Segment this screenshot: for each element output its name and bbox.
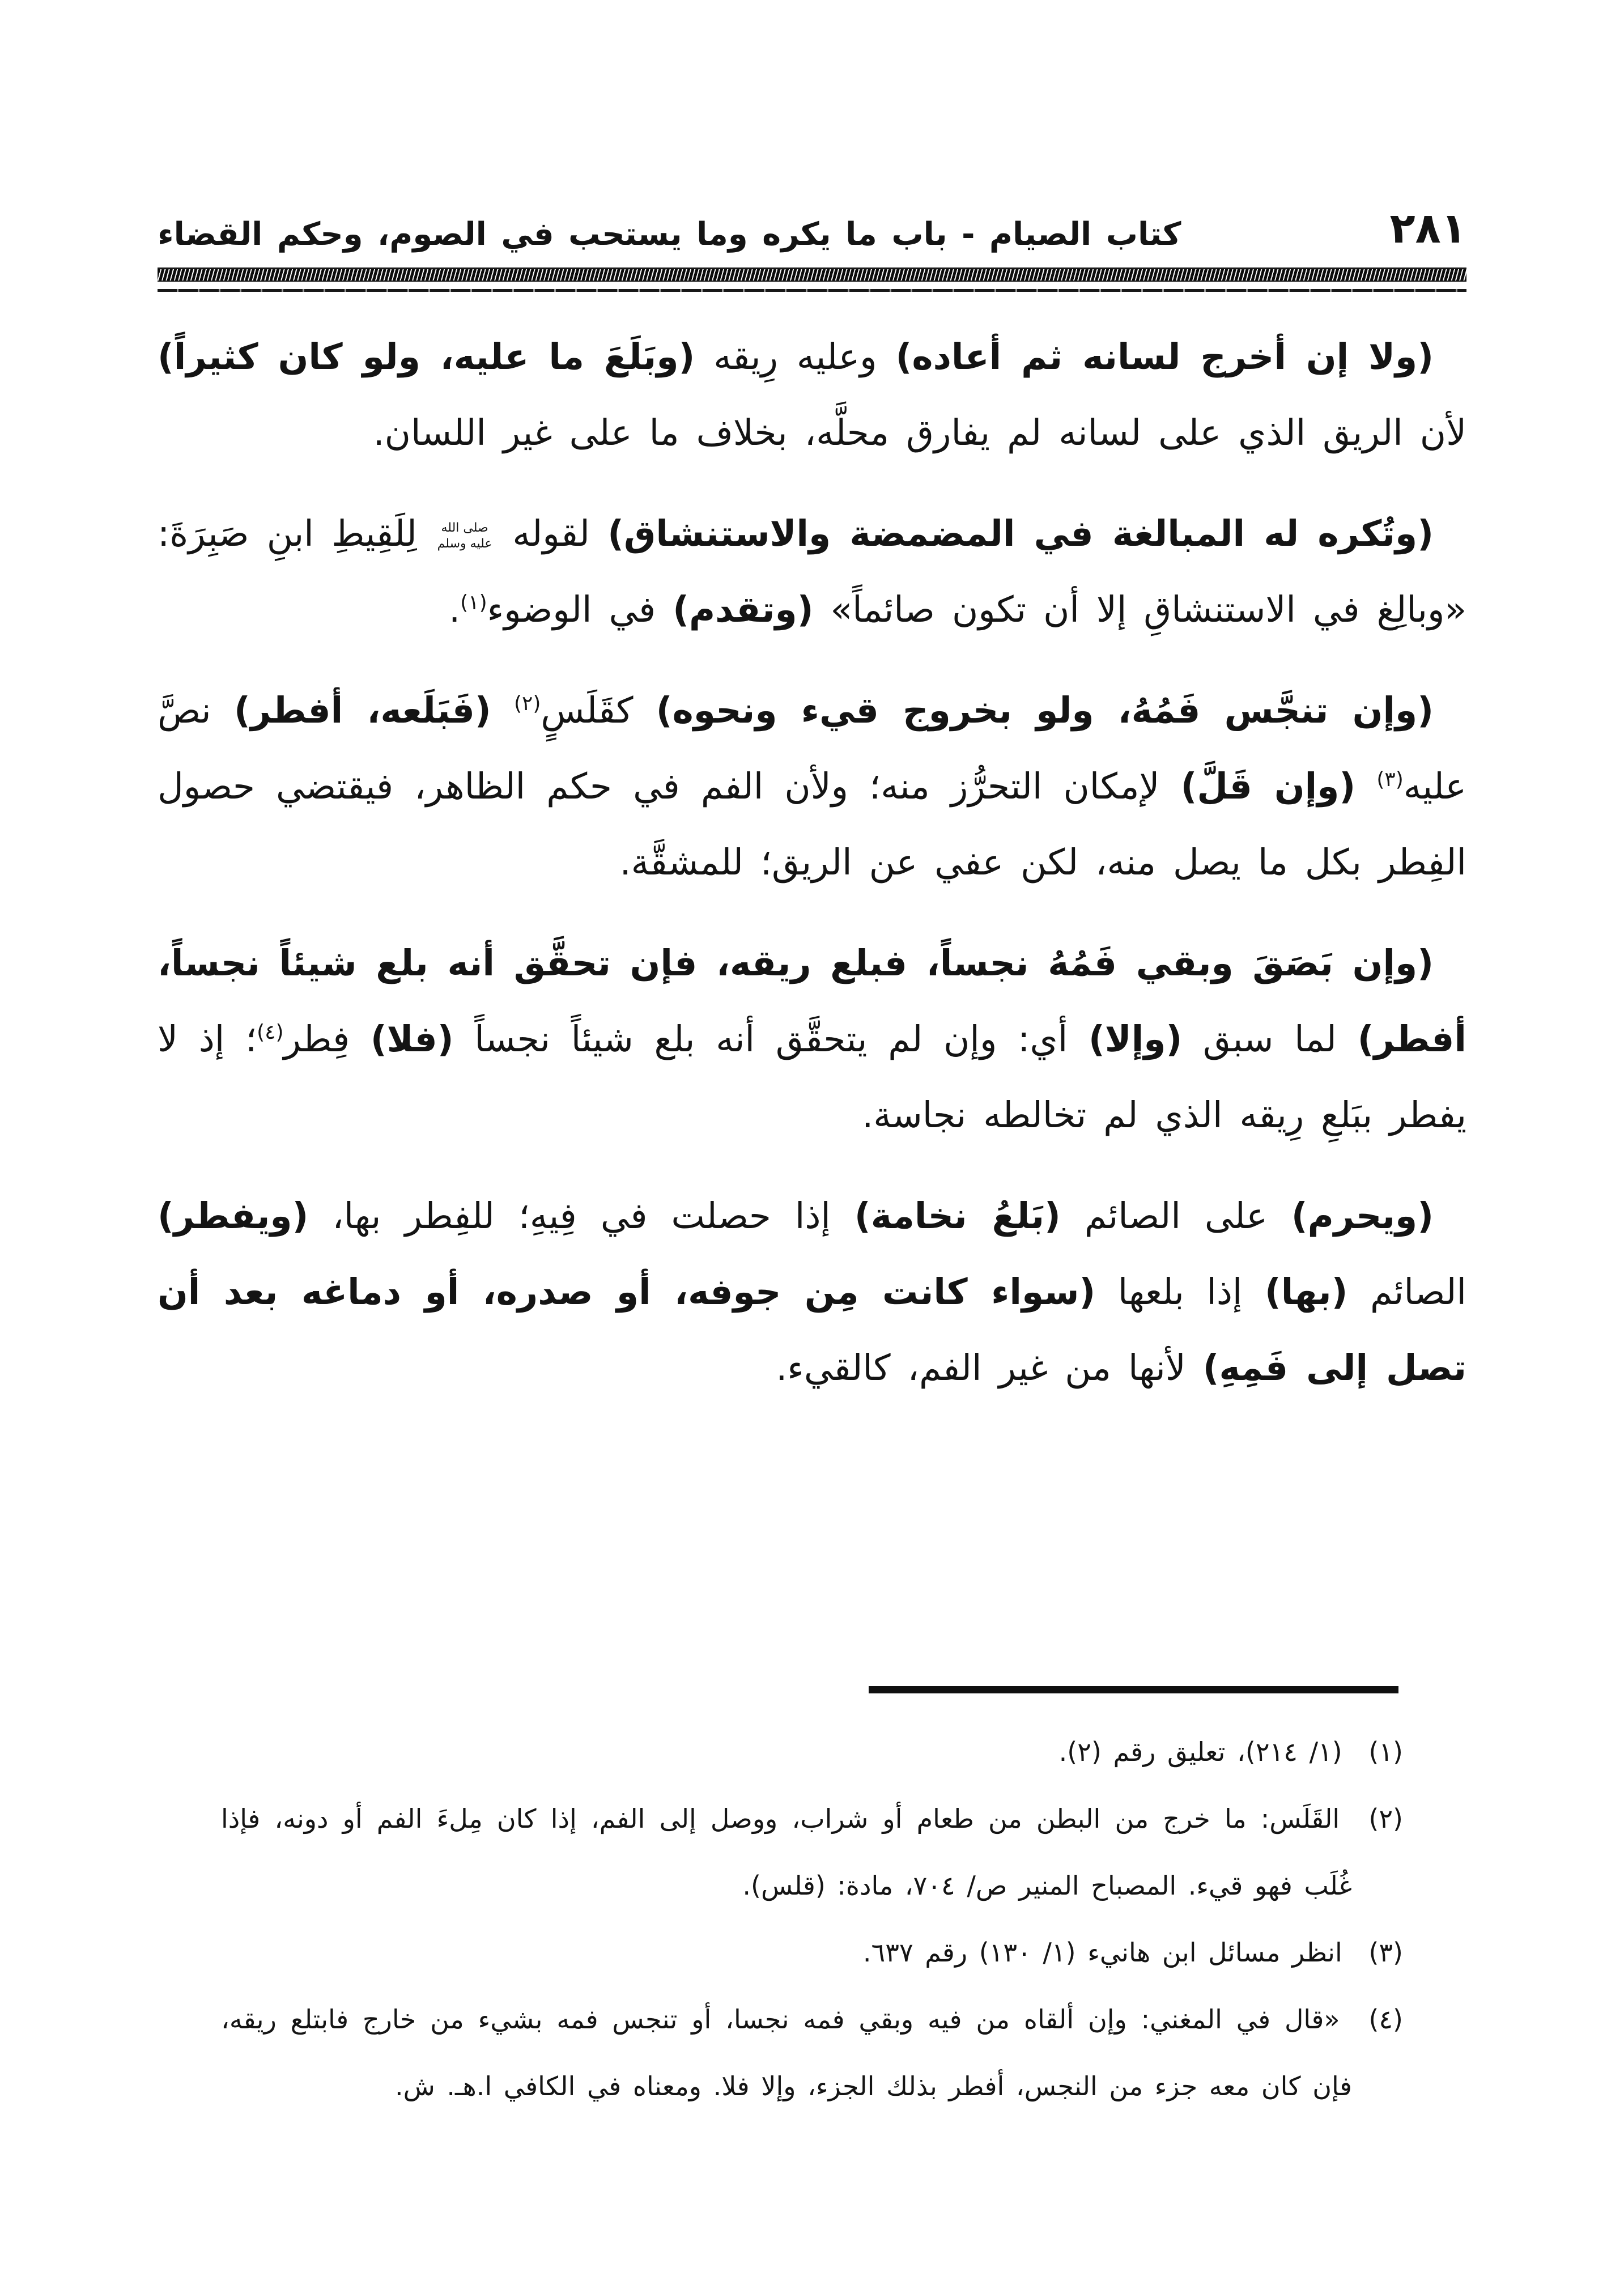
footnotes [158,1718,1466,2120]
footnote: (١) (١/ ٢١٤)، تعليق رقم (٢). [1058,1736,1403,1767]
sharh-text: لِلَقِيطِ ابنِ صَبِرَةَ: «وبالِغ في الاستنشاقِ إلا أن تكون صائماً» [158,513,1466,630]
body-paragraph [158,1178,1466,1406]
matn-text: (وبَلَعَ ما عليه، ولو كان كثيراً) [158,336,695,377]
footnote-marker: (٣) [1368,1937,1403,1968]
sharh-text: في الوضوء [487,589,673,630]
sharh-text: نصَّ عليه [158,690,1466,807]
matn-text: (وتُكره له المبالغة في المضمضة والاستنشاق) [607,513,1434,554]
sharh-text: لأن الريق الذي على لسانه لم يفارق محلَّه، بخلاف ما على غير اللسان. [373,412,1466,453]
matn-text: (بها) [1264,1271,1348,1313]
sharh-text: أي: وإن لم يتحقَّق أنه بلع شيئاً نجساً [453,1018,1089,1060]
sharh-text: . [449,589,461,630]
body-paragraph [158,673,1466,901]
sharh-text: لما سبق [1182,1018,1358,1060]
footnote: (٤) «قال في المغني: وإن ألقاه من فيه وبقي فمه نجسا، أو تنجس فمه بشيء من خارج فابتلع ريقه، فإن كان معه جزء من النجس، أفطر بذلك الجزء، وإلا فلا. ومعناه في الكافي ا.هـ. ش. [221,2004,1403,2101]
sharh-text: فِطر [283,1018,371,1060]
body-paragraph [158,925,1466,1153]
body-text [158,319,1466,1406]
header-rule-thin [158,289,1466,292]
footnote-ref: (٣) [1376,768,1404,791]
sharh-text: لأنها من غير الفم، كالقيء. [776,1347,1203,1388]
sharh-text: على الصائم [1060,1195,1291,1237]
page-number: ٢٨١ [1389,204,1466,253]
header-rule-thick [158,267,1466,282]
footnote-marker: (١) [1368,1736,1403,1767]
sharh-text: ؛ إذ لا يفطر ببَلعِ رِيقه الذي لم تخالطه نجاسة. [158,1018,1466,1136]
sharh-text: الصائم [1347,1271,1466,1313]
pbuh-symbol: صلى الله عليه وسلم [437,521,492,551]
body-paragraph [158,496,1466,648]
sharh-text: لإمكان التحرُّز منه؛ ولأن الفم في حكم الظاهر، فيقتضي حصول الفِطر بكل ما يصل منه، لكن عفي عن الريق؛ للمشقَّة. [158,766,1466,883]
matn-text: (وإن قَلَّ) [1180,766,1356,807]
running-head [158,0,1466,253]
footnote-marker: (٤) [1368,2004,1403,2035]
matn-text: (وإلا) [1088,1018,1183,1060]
sharh-text: لقوله [495,513,608,554]
matn-text: (ويفطر) [158,1195,309,1237]
matn-text: (وتقدم) [673,589,814,630]
matn-text: (فَبَلَعه، أفطر) [234,690,491,731]
body-paragraph [158,319,1466,471]
sharh-text: إذا بلعها [1095,1271,1265,1313]
footnote-ref: (٢) [513,692,541,715]
sharh-text [491,690,514,731]
matn-text: (ولا إن أخرج لسانه ثم أعاده) [895,336,1434,377]
footnote-marker: (٢) [1368,1803,1403,1834]
chapter-title: كتاب الصيام - باب ما يكره وما يستحب في الصوم، وحكم القضاء [158,216,1181,253]
matn-text: (سواء كانت مِن جوفه، أو صدره، أو دماغه بعد أن تصل إلى فَمِهِ) [158,1271,1466,1388]
footnote-ref: (١) [460,591,487,614]
matn-text: (بَلعُ نخامة) [854,1195,1061,1237]
matn-text: (ويحرم) [1291,1195,1434,1237]
matn-text: (وإن تنجَّس فَمُهُ، ولو بخروج قيء ونحوه) [656,690,1434,731]
footnote-area [158,1686,1466,2120]
sharh-text: كقَلَسٍ [541,690,656,731]
sharh-text: وعليه رِيقه [695,336,896,377]
footnote-separator [869,1686,1398,1693]
sharh-text: إذا حصلت في فِيهِ؛ للفِطر بها، [308,1195,854,1237]
matn-text: (وإن بَصَقَ وبقي فَمُهُ نجساً، فبلع ريقه، فإن تحقَّق أنه بلع شيئاً نجساً، أفطر) [158,942,1466,1060]
footnote: (٢) القَلَس: ما خرج من البطن من طعام أو شراب، ووصل إلى الفم، إذا كان مِلءَ الفم أو دونه، فإذا غُلَب فهو قيء. المصباح المنير ص/ ٧٠٤، مادة: (قلس). [221,1803,1403,1901]
matn-text: (فلا) [370,1018,454,1060]
footnote: (٣) انظر مسائل ابن هانيء (١/ ١٣٠) رقم ٦٣٧. [862,1937,1403,1968]
footnote-ref: (٤) [257,1021,284,1044]
sharh-text [1355,766,1376,807]
